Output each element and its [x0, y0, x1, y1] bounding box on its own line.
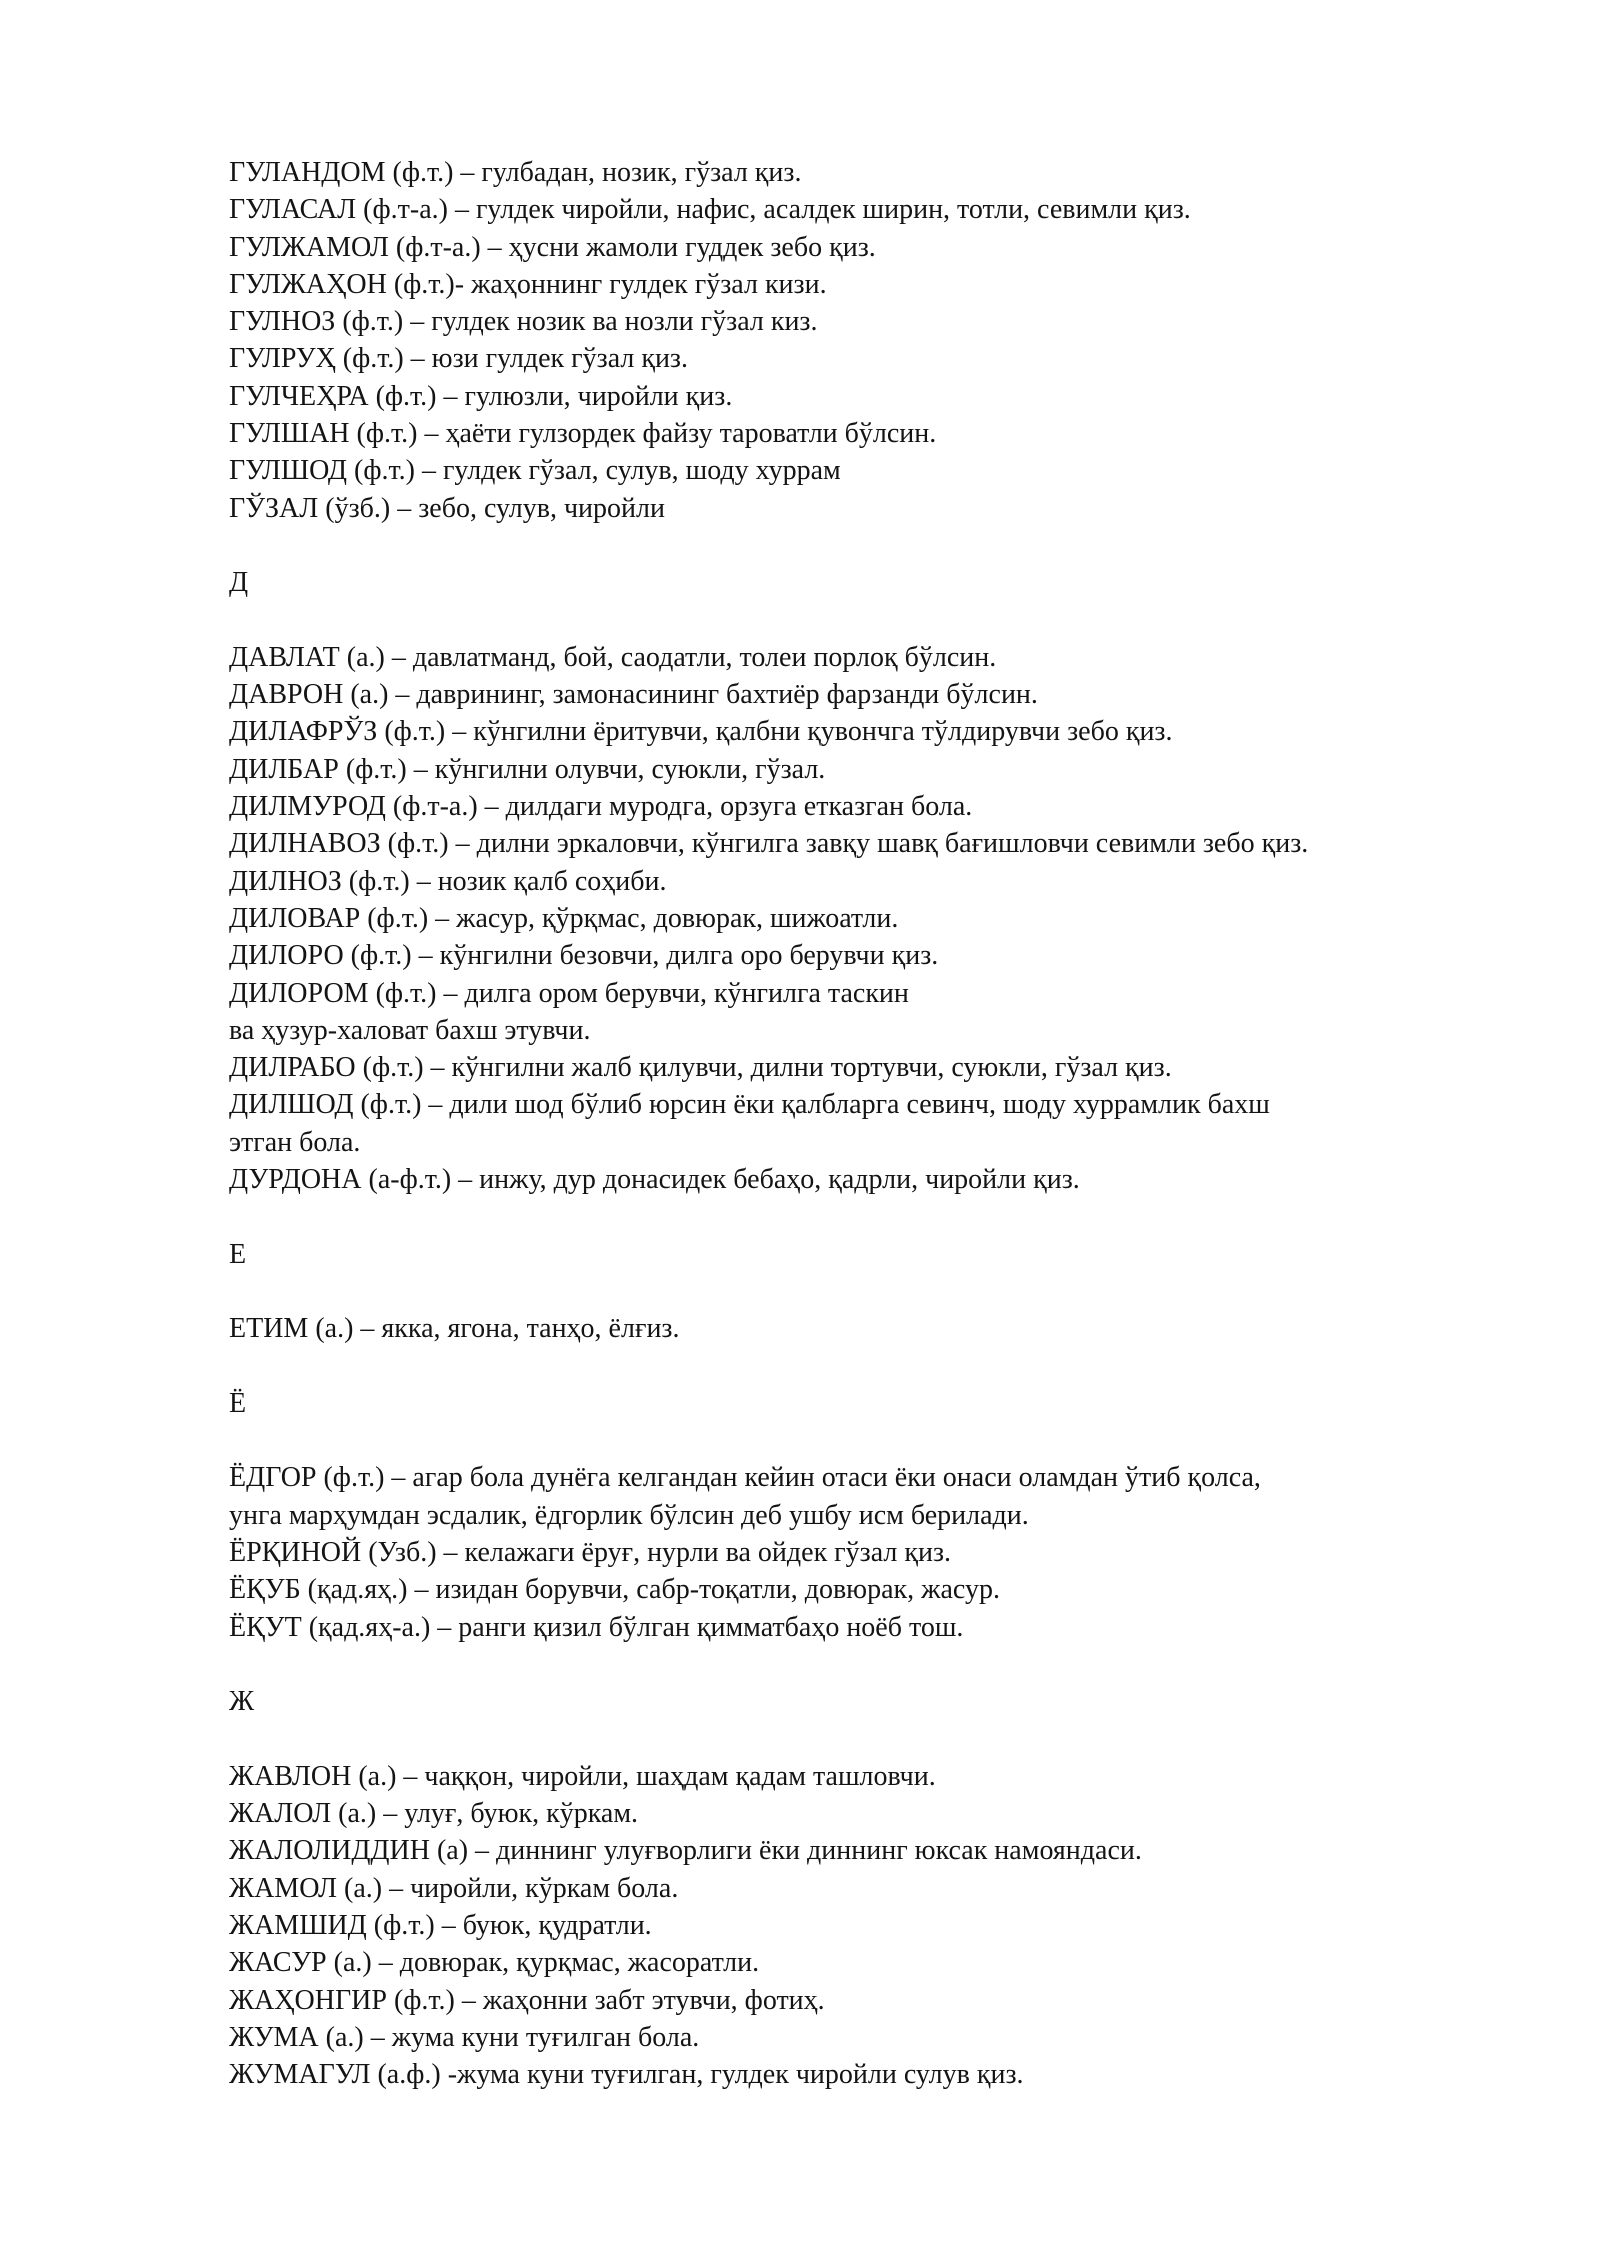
name-entry-line: ДИЛНОЗ (ф.т.) – нозик қалб соҳиби. — [229, 865, 667, 897]
name-entry-line: ГУЛНОЗ (ф.т.) – гулдек нозик ва нозли гўзал киз. — [229, 306, 818, 338]
name-entry-line: ДИЛНАВОЗ (ф.т.) – дилни эркаловчи, кўнгилга завқу шавқ бағишловчи севимли зебо қиз. — [229, 828, 1309, 860]
blank-line — [229, 1646, 1529, 1683]
name-entry-line: ГУЛШАН (ф.т.) – ҳаёти гулзордек файзу тароватли бўлсин. — [229, 418, 937, 450]
name-entry-line: ДИЛШОД (ф.т.) – дили шод бўлиб юрсин ёки қалбларга севинч, шоду хуррамлик бахш — [229, 1089, 1270, 1121]
name-entry-line: ЖУМАГУЛ (а.ф.) -жума куни туғилган, гулдек чиройли сулув қиз. — [229, 2059, 1024, 2091]
section-letter-heading: Е — [229, 1238, 247, 1270]
name-entry-line: ДИЛМУРОД (ф.т-а.) – дилдаги муродга, орзуга етказган бола. — [229, 791, 973, 823]
name-entry-line: ЖАЛОЛ (а.) – улуғ, буюк, кўркам. — [229, 1798, 639, 1830]
name-entry-line: ДИЛОВАР (ф.т.) – жасур, қўрқмас, довюрак, шижоатли. — [229, 902, 899, 934]
blank-line — [229, 602, 1529, 639]
document-page — [229, 154, 1529, 2093]
blank-line — [229, 527, 1529, 564]
name-entry-line: ГУЛАНДОМ (ф.т.) – гулбадан, нозик, гўзал қиз. — [229, 157, 802, 188]
name-entry-line: ЁҚУБ (қад.яҳ.) – изидан борувчи, сабр-тоқатли, довюрак, жасур. — [229, 1574, 1000, 1606]
name-entry-line: ДИЛОРО (ф.т.) – кўнгилни безовчи, дилга оро берувчи қиз. — [229, 940, 939, 972]
name-entry-line: ва ҳузур-халоват бахш этувчи. — [229, 1014, 591, 1046]
blank-line — [229, 1273, 1529, 1310]
name-entry-line: ДИЛАФРЎЗ (ф.т.) – кўнгилни ёритувчи, қалбни қувончга тўлдирувчи зебо қиз. — [229, 716, 1173, 748]
name-entry-line: ДИЛРАБО (ф.т.) – кўнгилни жалб қилувчи, дилни тортувчи, суюкли, гўзал қиз. — [229, 1052, 1172, 1084]
name-entry-line: ДИЛБАР (ф.т.) – кўнгилни олувчи, суюкли, гўзал. — [229, 753, 826, 785]
section-letter-heading: Д — [229, 567, 249, 599]
name-entry-line: ЖУМА (а.) – жума куни туғилган бола. — [229, 2021, 700, 2053]
name-entry-line: ЁДГОР (ф.т.) – агар бола дунёга келгандан кейин отаси ёки онаси оламдан ўтиб қолса, — [229, 1462, 1261, 1494]
blank-line — [229, 1720, 1529, 1757]
name-entry-line: ЁРҚИНОЙ (Узб.) – келажаги ёруғ, нурли ва ойдек гўзал қиз. — [229, 1536, 952, 1568]
name-entry-line: ГУЛЖАҲОН (ф.т.)- жаҳоннинг гулдек гўзал кизи. — [229, 268, 827, 300]
name-entry-line: ГЎЗАЛ (ўзб.) – зебо, сулув, чиройли — [229, 492, 665, 524]
blank-line — [229, 1422, 1529, 1459]
name-entry-line: ЖАМШИД (ф.т.) – буюк, қудратли. — [229, 1909, 652, 1941]
name-entry-line: ЖАЛОЛИДДИН (а) – диннинг улуғворлиги ёки диннинг юксак намояндаси. — [229, 1835, 1142, 1867]
name-entry-line: ДАВРОН (а.) – даврининг, замонасининг бахтиёр фарзанди бўлсин. — [229, 679, 1038, 711]
name-entry-line: ГУЛЖАМОЛ (ф.т-а.) – ҳусни жамоли гуддек зебо қиз. — [229, 231, 876, 263]
blank-line — [229, 1198, 1529, 1235]
name-entry-line: ДИЛОРОМ (ф.т.) – дилга ором берувчи, кўнгилга таскин — [229, 977, 909, 1009]
name-entry-line: ГУЛРУҲ (ф.т.) – юзи гулдек гўзал қиз. — [229, 343, 688, 375]
name-entry-line: ДУРДОНА (а-ф.т.) – инжу, дур донасидек бебаҳо, қадрли, чиройли қиз. — [229, 1164, 1080, 1196]
name-entry-line: ГУЛШОД (ф.т.) – гулдек гўзал, сулув, шоду хуррам — [229, 455, 841, 487]
section-letter-heading: Ж — [229, 1686, 255, 1718]
blank-line — [229, 1348, 1529, 1385]
name-entry-line: ЖАМОЛ (а.) – чиройли, кўркам бола. — [229, 1872, 679, 1904]
name-entry-line: ДАВЛАТ (а.) – давлатманд, бой, саодатли, толеи порлоқ бўлсин. — [229, 641, 997, 673]
name-entry-line: ГУЛЧЕҲРА (ф.т.) – гулюзли, чиройли қиз. — [229, 380, 733, 412]
name-entry-line: ЕТИМ (а.) – якка, ягона, танҳо, ёлғиз. — [229, 1313, 680, 1345]
name-entry-line: ГУЛАСАЛ (ф.т-а.) – гулдек чиройли, нафис, асалдек ширин, тотли, севимли қиз. — [229, 194, 1191, 226]
name-entry-line: ЁҚУТ (қад.яҳ-а.) – ранги қизил бўлган қимматбаҳо ноёб тош. — [229, 1611, 964, 1643]
section-letter-heading: Ё — [229, 1387, 247, 1419]
name-entry-line: ЖАҲОНГИР (ф.т.) – жаҳонни забт этувчи, фотиҳ. — [229, 1984, 825, 2016]
name-entry-line: унга марҳумдан эсдалик, ёдгорлик бўлсин деб ушбу исм берилади. — [229, 1499, 1029, 1531]
name-entry-line: ЖАСУР (а.) – довюрак, қурқмас, жасоратли. — [229, 1947, 760, 1979]
name-entry-line: этган бола. — [229, 1126, 361, 1158]
name-entry-line: ЖАВЛОН (а.) – чаққон, чиройли, шаҳдам қадам ташловчи. — [229, 1760, 936, 1792]
